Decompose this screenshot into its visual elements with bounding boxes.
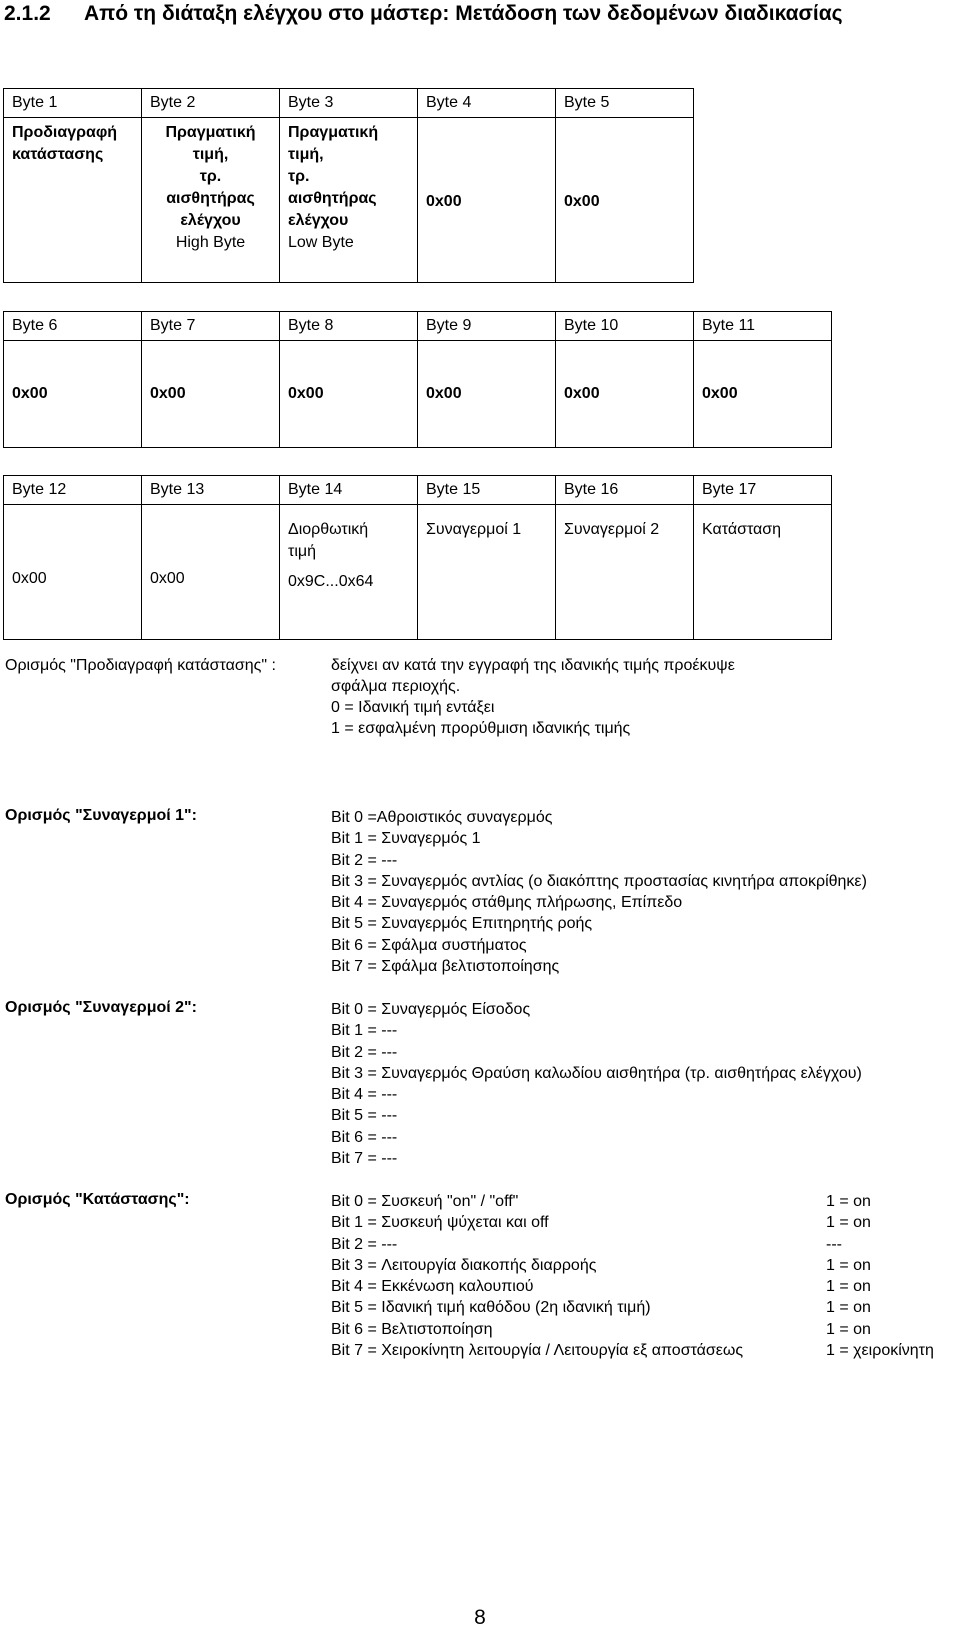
byte-table-2: [3, 311, 832, 448]
table-header-cell: Byte 7: [142, 312, 280, 341]
cell-line: Πραγματική: [165, 124, 256, 141]
table-header-cell: Byte 5: [556, 89, 694, 118]
table-cell-actual-high: [142, 118, 280, 283]
table-header-row: [4, 476, 832, 505]
cell-line: Διορθωτική: [288, 521, 369, 538]
table-header-row: [4, 312, 832, 341]
cell-line: Κατάσταση: [702, 521, 782, 538]
table-cell: 0x00: [142, 341, 280, 448]
cell-line: Συναγερμοί 1: [426, 521, 522, 538]
list-item: Bit 5 = ---: [331, 1107, 398, 1125]
cell-line: τιμή: [288, 543, 316, 560]
list-item: Bit 6 = Σφάλμα συστήματος: [331, 936, 527, 954]
table-value-row: [4, 341, 832, 448]
cell-line: τρ.: [199, 168, 222, 185]
byte-table-1: [3, 88, 694, 283]
cell-line: 0x00: [12, 570, 47, 587]
list-item: Bit 6 = ---: [331, 1128, 398, 1146]
list-item: Bit 5 = Συναγερμός Επιτηρητής ροής: [331, 915, 593, 933]
cell-line: Προδιαγραφή: [12, 124, 118, 141]
table-cell-alarms2: [556, 505, 694, 640]
list-item: Bit 3 = Συναγερμός Θραύση καλωδίου αισθητήρα (τρ. αισθητήρας ελέγχου): [331, 1064, 862, 1082]
list-item: Bit 1 = Συναγερμός 1: [331, 830, 481, 848]
list-item-value: ---: [826, 1235, 842, 1253]
cell-line: High Byte: [175, 234, 246, 251]
table-cell: 0x00: [694, 341, 832, 448]
section-title: Από τη διάταξη ελέγχου στο μάστερ: Μετάδοση των δεδομένων διαδικασίας: [84, 2, 843, 25]
list-item-value: 1 = on: [826, 1320, 871, 1338]
cell-line: ελέγχου: [180, 212, 241, 229]
list-item: Bit 0 =Αθροιστικός συναγερμός: [331, 809, 553, 826]
table-header-cell: Byte 15: [418, 476, 556, 505]
cell-line: 0x9C...0x64: [288, 573, 374, 590]
state-bit-list: [331, 1191, 743, 1361]
list-item: Bit 4 = Συναγερμός στάθμης πλήρωσης, Επίπεδο: [331, 894, 683, 912]
status-def-text: [331, 655, 735, 739]
def-line: 0 = Ιδανική τιμή εντάξει: [331, 699, 495, 716]
list-item: Bit 1 = Συσκευή ψύχεται και off: [331, 1214, 549, 1232]
table-header-cell: Byte 16: [556, 476, 694, 505]
cell-line: τιμή,: [288, 146, 324, 163]
list-item: Bit 7 = Σφάλμα βελτιστοποίησης: [331, 958, 560, 976]
byte-table-3: [3, 475, 832, 640]
cell-line: Low Byte: [288, 234, 354, 251]
table-cell-alarms1: [418, 505, 556, 640]
table-header-cell: Byte 9: [418, 312, 556, 341]
list-item: Bit 3 = Λειτουργία διακοπής διαρροής: [331, 1256, 597, 1274]
table-header-cell: Byte 12: [4, 476, 142, 505]
page-number: 8: [474, 1606, 486, 1629]
table-cell: 0x00: [418, 341, 556, 448]
alarms2-label: Ορισμός "Συναγερμοί 2":: [5, 999, 197, 1016]
list-item-value: 1 = on: [826, 1214, 871, 1232]
table-header-cell: Byte 11: [694, 312, 832, 341]
list-item: Bit 6 = Βελτιστοποίηση: [331, 1320, 493, 1338]
table-header-cell: Byte 10: [556, 312, 694, 341]
cell-line: τρ.: [288, 168, 310, 185]
section-number: 2.1.2: [4, 2, 51, 25]
cell-line: 0x00: [564, 193, 600, 210]
table-header-cell: Byte 8: [280, 312, 418, 341]
table-cell-correction-value: [280, 505, 418, 640]
alarms1-bit-list: [331, 807, 867, 977]
def-line: δείχνει αν κατά την εγγραφή της ιδανικής τιμής προέκυψε: [331, 657, 735, 674]
list-item: Bit 2 = ---: [331, 1043, 398, 1061]
list-item: Bit 2 = ---: [331, 1235, 398, 1253]
table-cell-byte5: [556, 118, 694, 283]
cell-line: τιμή,: [192, 146, 229, 163]
table-header-cell: Byte 14: [280, 476, 418, 505]
cell-line: ελέγχου: [288, 212, 349, 229]
list-item: Bit 5 = Ιδανική τιμή καθόδου (2η ιδανική τιμή): [331, 1299, 651, 1317]
cell-line: 0x00: [150, 570, 185, 587]
list-item: Bit 1 = ---: [331, 1022, 398, 1040]
state-label: Ορισμός "Κατάστασης":: [5, 1191, 190, 1208]
list-item: Bit 7 = ---: [331, 1150, 398, 1168]
table-cell-status-spec: [4, 118, 142, 283]
table-header-cell: Byte 4: [418, 89, 556, 118]
table-header-cell: Byte 6: [4, 312, 142, 341]
table-cell-byte13: [142, 505, 280, 640]
alarms1-label: Ορισμός "Συναγερμοί 1":: [5, 807, 197, 824]
alarms2-bit-list: [331, 999, 862, 1169]
list-item: Bit 7 = Χειροκίνητη λειτουργία / Λειτουργία εξ αποστάσεως: [331, 1342, 744, 1360]
table-value-row: [4, 505, 832, 640]
status-def-label: Ορισμός "Προδιαγραφή κατάστασης" :: [5, 657, 276, 674]
table-value-row: [4, 118, 694, 283]
table-cell-actual-low: [280, 118, 418, 283]
table-header-cell: Byte 1: [4, 89, 142, 118]
cell-line: Πραγματική: [288, 124, 379, 141]
table-header-row: [4, 89, 694, 118]
cell-line: αισθητήρας: [288, 190, 377, 207]
list-item: Bit 2 = ---: [331, 851, 398, 869]
table-header-cell: Byte 2: [142, 89, 280, 118]
cell-line: κατάστασης: [12, 146, 104, 163]
list-item-value: 1 = on: [826, 1299, 871, 1317]
list-item-value: 1 = on: [826, 1193, 871, 1210]
list-item-value: 1 = on: [826, 1256, 871, 1274]
list-item-value: 1 = on: [826, 1278, 871, 1296]
table-header-cell: Byte 13: [142, 476, 280, 505]
table-cell-state: [694, 505, 832, 640]
list-item-value: 1 = χειροκίνητη: [826, 1342, 934, 1360]
table-cell: 0x00: [280, 341, 418, 448]
cell-line: 0x00: [426, 193, 462, 210]
list-item: Bit 4 = Εκκένωση καλουπιού: [331, 1278, 534, 1296]
state-value-list: [826, 1191, 934, 1361]
list-item: Bit 0 = Συναγερμός Είσοδος: [331, 1001, 531, 1018]
def-line: σφάλμα περιοχής.: [331, 678, 461, 695]
cell-line: Συναγερμοί 2: [564, 521, 660, 538]
table-cell-byte4: [418, 118, 556, 283]
def-line: 1 = εσφαλμένη προρύθμιση ιδανικής τιμής: [331, 720, 631, 737]
table-cell-byte12: [4, 505, 142, 640]
table-cell: 0x00: [556, 341, 694, 448]
table-header-cell: Byte 17: [694, 476, 832, 505]
section-heading: [4, 2, 843, 26]
table-header-cell: Byte 3: [280, 89, 418, 118]
list-item: Bit 0 = Συσκευή "on" / "off": [331, 1193, 519, 1210]
table-cell: 0x00: [4, 341, 142, 448]
list-item: Bit 4 = ---: [331, 1086, 398, 1104]
list-item: Bit 3 = Συναγερμός αντλίας (ο διακόπτης προστασίας κινητήρα αποκρίθηκε): [331, 872, 867, 890]
cell-line: αισθητήρας: [166, 190, 255, 207]
